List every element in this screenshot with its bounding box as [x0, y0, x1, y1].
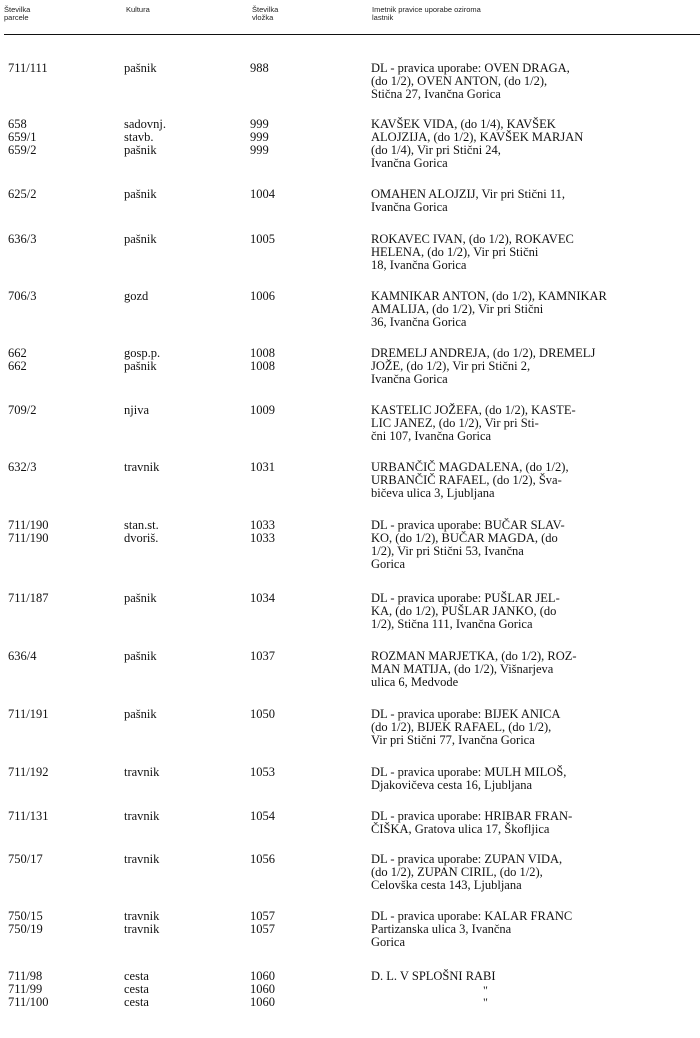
owner-text: 36, Ivančna Gorica [371, 315, 467, 329]
culture: pašnik [124, 143, 157, 157]
owner-text: URBANČIČ RAFAEL, (do 1/2), Šva- [371, 473, 562, 487]
parcel-number: 711/131 [8, 809, 49, 823]
owner-text: Celovška cesta 143, Ljubljana [371, 878, 522, 892]
culture: pašnik [124, 359, 157, 373]
parcel-number: 750/15 [8, 909, 43, 923]
owner-text: (do 1/2), ZUPAN CIRIL, (do 1/2), [371, 865, 543, 879]
deposit-number-cell [250, 519, 310, 545]
owner-text: ROZMAN MARJETKA, (do 1/2), ROZ- [371, 649, 577, 663]
owner-text: čni 107, Ivančna Gorica [371, 429, 492, 443]
culture-cell [124, 853, 244, 866]
deposit-number-cell [250, 766, 310, 779]
culture: gosp.p. [124, 346, 161, 360]
owner-text: Stična 27, Ivančna Gorica [371, 87, 501, 101]
deposit-number-cell [250, 810, 310, 823]
owner-text: KASTELIC JOŽEFA, (do 1/2), KASTE- [371, 403, 576, 417]
owner-text: DL - pravica uporabe: MULH MILOŠ, [371, 765, 567, 779]
parcel-number-cell [8, 290, 108, 303]
owner-text: Gorica [371, 935, 406, 949]
parcel-number: 632/3 [8, 460, 37, 474]
owner-text: DL - pravica uporabe: OVEN DRAGA, [371, 61, 570, 75]
owner-text: DL - pravica uporabe: BIJEK ANICA [371, 707, 561, 721]
parcel-number-cell [8, 118, 108, 157]
parcel-number-cell [8, 62, 108, 75]
parcel-number: 659/2 [8, 143, 37, 157]
deposit-number: 1008 [250, 359, 275, 373]
culture-cell [124, 118, 244, 157]
parcel-number-cell [8, 461, 108, 474]
owner-text: (do 1/2), BIJEK RAFAEL, (do 1/2), [371, 720, 552, 734]
owner-text: LIC JANEZ, (do 1/2), Vir pri Sti- [371, 416, 539, 430]
culture: travnik [124, 922, 160, 936]
owner-text: D. L. V SPLOŠNI RABI [371, 969, 496, 983]
owner-text: DL - pravica uporabe: HRIBAR FRAN- [371, 809, 573, 823]
owner-text-cell [371, 810, 691, 836]
header-culture: Kultura [126, 5, 150, 14]
deposit-number: 1006 [250, 289, 275, 303]
parcel-number: 711/111 [8, 61, 48, 75]
owner-text: Partizanska ulica 3, Ivančna [371, 922, 512, 936]
owner-text-cell [371, 290, 691, 329]
parcel-number-cell [8, 910, 108, 936]
parcel-number-cell [8, 766, 108, 779]
owner-text: KA, (do 1/2), PUŠLAR JANKO, (do [371, 604, 557, 618]
parcel-number: 711/190 [8, 518, 49, 532]
parcel-number: 658 [8, 117, 27, 131]
deposit-number: 1050 [250, 707, 275, 721]
ditto-mark: " [483, 983, 488, 997]
owner-text: Ivančna Gorica [371, 200, 448, 214]
parcel-number: 711/99 [8, 982, 43, 996]
owner-text: AMALIJA, (do 1/2), Vir pri Stični [371, 302, 544, 316]
deposit-number: 1060 [250, 995, 275, 1009]
parcel-number: 659/1 [8, 130, 37, 144]
deposit-number: 1033 [250, 518, 275, 532]
culture: njiva [124, 403, 149, 417]
parcel-number: 711/190 [8, 531, 49, 545]
parcel-number-cell [8, 233, 108, 246]
deposit-number-cell [250, 970, 310, 1009]
parcel-number-cell [8, 853, 108, 866]
owner-text: URBANČIČ MAGDALENA, (do 1/2), [371, 460, 569, 474]
owner-text: ČIŠKA, Gratova ulica 17, Škofljica [371, 822, 550, 836]
culture: pašnik [124, 649, 157, 663]
owner-text: DL - pravica uporabe: PUŠLAR JEL- [371, 591, 560, 605]
owner-text: Vir pri Stični 77, Ivančna Gorica [371, 733, 535, 747]
deposit-number-cell [250, 118, 310, 157]
owner-text: 1/2), Vir pri Stični 53, Ivančna [371, 544, 524, 558]
owner-text: bičeva ulica 3, Ljubljana [371, 486, 495, 500]
culture-cell [124, 650, 244, 663]
culture-cell [124, 708, 244, 721]
parcel-number: 711/191 [8, 707, 49, 721]
deposit-number-cell [250, 290, 310, 303]
deposit-number-cell [250, 347, 310, 373]
owner-text: (do 1/4), Vir pri Stični 24, [371, 143, 501, 157]
owner-text: OMAHEN ALOJZIJ, Vir pri Stični 11, [371, 187, 566, 201]
owner-text-cell [371, 592, 691, 631]
ditto-mark: " [483, 995, 488, 1009]
culture: travnik [124, 765, 160, 779]
deposit-number: 1004 [250, 187, 275, 201]
culture-cell [124, 519, 244, 545]
parcel-number-cell [8, 188, 108, 201]
parcel-number: 750/19 [8, 922, 43, 936]
parcel-number-cell [8, 347, 108, 373]
deposit-number: 1057 [250, 909, 275, 923]
culture-cell [124, 766, 244, 779]
owner-text: Djakovičeva cesta 16, Ljubljana [371, 778, 533, 792]
culture: pašnik [124, 591, 157, 605]
owner-text: DL - pravica uporabe: KALAR FRANC [371, 909, 573, 923]
parcel-number: 709/2 [8, 403, 37, 417]
parcel-number-cell [8, 810, 108, 823]
deposit-number-cell [250, 461, 310, 474]
owner-text-cell [371, 404, 691, 443]
culture: pašnik [124, 61, 157, 75]
owner-text-cell [371, 118, 691, 170]
culture-cell [124, 461, 244, 474]
parcel-number-cell [8, 708, 108, 721]
parcel-number: 625/2 [8, 187, 37, 201]
culture-cell [124, 910, 244, 936]
deposit-number: 1008 [250, 346, 275, 360]
deposit-number: 988 [250, 61, 269, 75]
owner-text-cell [371, 233, 691, 272]
culture: travnik [124, 852, 160, 866]
owner-text: ROKAVEC IVAN, (do 1/2), ROKAVEC [371, 232, 574, 246]
culture-cell [124, 62, 244, 75]
owner-text: ulica 6, Medvode [371, 675, 459, 689]
culture: cesta [124, 969, 149, 983]
parcel-number-cell [8, 404, 108, 417]
parcel-number: 636/3 [8, 232, 37, 246]
owner-text-cell [371, 519, 691, 571]
deposit-number: 1037 [250, 649, 275, 663]
owner-text: KAVŠEK VIDA, (do 1/4), KAVŠEK [371, 117, 556, 131]
culture: stan.st. [124, 518, 159, 532]
owner-text-cell [371, 970, 691, 983]
owner-text: 1/2), Stična 111, Ivančna Gorica [371, 617, 533, 631]
deposit-number: 1034 [250, 591, 275, 605]
owner-text-cell [371, 650, 691, 689]
deposit-number-cell [250, 233, 310, 246]
owner-text: (do 1/2), OVEN ANTON, (do 1/2), [371, 74, 548, 88]
owner-text: Ivančna Gorica [371, 156, 448, 170]
culture-cell [124, 188, 244, 201]
culture: sadovnj. [124, 117, 167, 131]
owner-text: DREMELJ ANDREJA, (do 1/2), DREMELJ [371, 346, 596, 360]
deposit-number-cell [250, 910, 310, 936]
deposit-number: 999 [250, 117, 269, 131]
deposit-number: 1009 [250, 403, 275, 417]
parcel-number: 706/3 [8, 289, 37, 303]
deposit-number-cell [250, 592, 310, 605]
deposit-number: 1060 [250, 982, 275, 996]
culture: pašnik [124, 232, 157, 246]
culture-cell [124, 592, 244, 605]
table-header [4, 6, 700, 36]
parcel-number: 662 [8, 359, 27, 373]
parcel-number-cell [8, 519, 108, 545]
deposit-number: 1056 [250, 852, 275, 866]
parcel-number: 711/98 [8, 969, 43, 983]
parcel-number: 662 [8, 346, 27, 360]
deposit-number: 999 [250, 143, 269, 157]
deposit-number: 1053 [250, 765, 275, 779]
deposit-number-cell [250, 404, 310, 417]
owner-text: KAMNIKAR ANTON, (do 1/2), KAMNIKAR [371, 289, 607, 303]
owner-text-cell [371, 62, 691, 101]
culture-cell [124, 404, 244, 417]
culture: pašnik [124, 707, 157, 721]
owner-text-cell [371, 708, 691, 747]
deposit-number-cell [250, 650, 310, 663]
owner-text-cell [371, 853, 691, 892]
culture-cell [124, 290, 244, 303]
culture: cesta [124, 995, 149, 1009]
culture: travnik [124, 809, 160, 823]
owner-text-cell [371, 347, 691, 386]
owner-text: MAN MATIJA, (do 1/2), Višnarjeva [371, 662, 554, 676]
deposit-number-cell [250, 62, 310, 75]
deposit-number: 1031 [250, 460, 275, 474]
deposit-number: 999 [250, 130, 269, 144]
culture: dvoriš. [124, 531, 159, 545]
parcel-number: 711/192 [8, 765, 49, 779]
owner-text: HELENA, (do 1/2), Vir pri Stični [371, 245, 539, 259]
owner-text-cell [371, 188, 691, 214]
deposit-number: 1054 [250, 809, 275, 823]
owner-text: DL - pravica uporabe: BUČAR SLAV- [371, 518, 565, 532]
owner-text: ALOJZIJA, (do 1/2), KAVŠEK MARJAN [371, 130, 584, 144]
parcel-number: 711/100 [8, 995, 49, 1009]
parcel-number-cell [8, 592, 108, 605]
parcel-number: 750/17 [8, 852, 43, 866]
deposit-number: 1033 [250, 531, 275, 545]
culture: cesta [124, 982, 149, 996]
owner-text: Gorica [371, 557, 406, 571]
deposit-number: 1057 [250, 922, 275, 936]
parcel-number: 636/4 [8, 649, 37, 663]
culture-cell [124, 810, 244, 823]
owner-text: 18, Ivančna Gorica [371, 258, 467, 272]
deposit-number-cell [250, 188, 310, 201]
parcel-number-cell [8, 970, 108, 1009]
owner-text: KO, (do 1/2), BUČAR MAGDA, (do [371, 531, 558, 545]
parcel-number: 711/187 [8, 591, 49, 605]
owner-text: JOŽE, (do 1/2), Vir pri Stični 2, [371, 359, 531, 373]
parcel-number-cell [8, 650, 108, 663]
culture-cell [124, 233, 244, 246]
header-rule [4, 34, 700, 35]
culture: gozd [124, 289, 149, 303]
culture: pašnik [124, 187, 157, 201]
culture: travnik [124, 909, 160, 923]
culture: stavb. [124, 130, 154, 144]
header-owner: Imetnik pravice uporabe oziroma lastnik [372, 5, 481, 22]
deposit-number: 1005 [250, 232, 275, 246]
owner-text-cell [371, 766, 691, 792]
deposit-number: 1060 [250, 969, 275, 983]
owner-text-cell [371, 461, 691, 500]
culture-cell [124, 970, 244, 1009]
culture-cell [124, 347, 244, 373]
deposit-number-cell [250, 853, 310, 866]
owner-text: DL - pravica uporabe: ZUPAN VIDA, [371, 852, 563, 866]
header-deposit: Številka vložka [252, 5, 279, 22]
owner-text: Ivančna Gorica [371, 372, 448, 386]
owner-text-cell [371, 910, 691, 949]
culture: travnik [124, 460, 160, 474]
deposit-number-cell [250, 708, 310, 721]
header-parcel: Številka parcele [4, 5, 31, 22]
